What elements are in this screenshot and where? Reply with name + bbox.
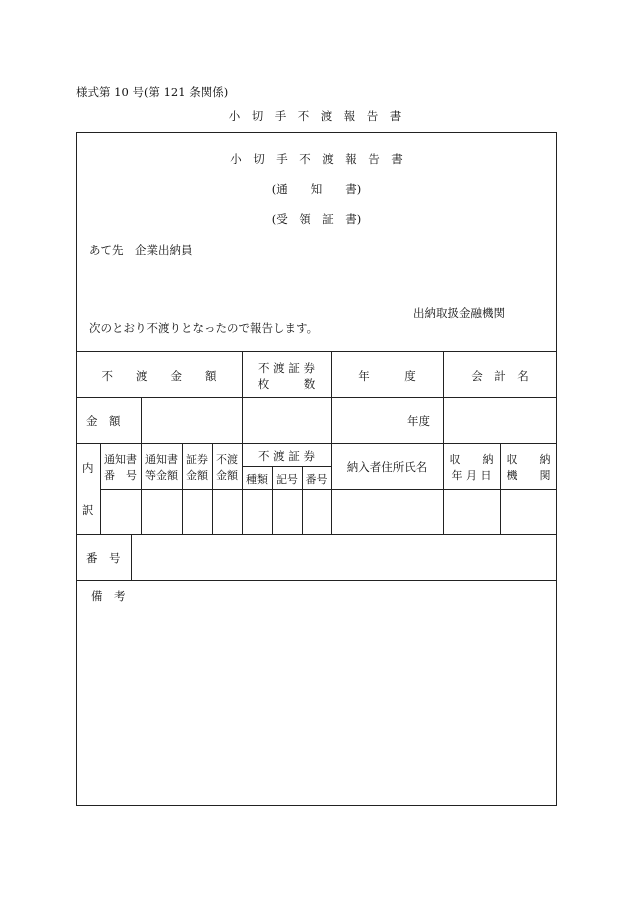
rule-after-detail-header — [100, 489, 557, 490]
rule-after-header — [76, 397, 557, 398]
uchi-label: 内 — [82, 461, 94, 475]
header-year: 年 度 — [358, 369, 416, 383]
box-title: 小 切 手 不 渡 報 告 書 — [230, 152, 403, 166]
wake-label: 訳 — [82, 503, 94, 517]
rule-dis-sec-split — [242, 466, 331, 467]
col-sec-amt-1: 証券 — [186, 453, 208, 466]
rule-after-number — [76, 580, 557, 581]
form-number: 様式第 10 号(第 121 条関係) — [76, 85, 229, 99]
report-statement: 次のとおり不渡りとなったので報告します。 — [89, 321, 319, 335]
col-notice-no-1: 通知書 — [104, 453, 137, 466]
header-account: 会 計 名 — [471, 369, 529, 383]
rule-after-amount — [76, 443, 557, 444]
col-mark: 記号 — [276, 473, 298, 486]
col-number: 番号 — [305, 473, 328, 486]
rule-after-detail — [76, 534, 557, 535]
page-title: 小 切 手 不 渡 報 告 書 — [228, 109, 402, 123]
table-top-rule — [76, 351, 557, 352]
year-suffix: 年度 — [407, 414, 430, 428]
institution-label: 出納取扱金融機関 — [413, 306, 505, 320]
col-dis-sec: 不 渡 証 券 — [258, 449, 315, 463]
col-payer: 納入者住所氏名 — [346, 460, 428, 474]
col-recv-org-1: 収 納 — [506, 453, 551, 466]
remarks-label: 備 考 — [91, 589, 126, 603]
v-year-account — [443, 351, 444, 443]
col-notice-amt-1: 通知書 — [145, 453, 178, 466]
col-notice-no-2: 番 号 — [104, 469, 137, 482]
addressee: あて先 企業出納員 — [89, 243, 193, 257]
v-dis-sec — [331, 443, 332, 534]
col-kind: 種類 — [246, 473, 268, 486]
col-notice-amt-2: 等金額 — [145, 469, 178, 482]
col-dis-amt-2: 金額 — [216, 469, 238, 482]
col-recv-date-2: 年 月 日 — [451, 469, 492, 482]
v-amount-label — [141, 397, 142, 443]
box-subtitle-notice: (通 知 書) — [271, 182, 362, 196]
v-count-year — [331, 351, 332, 443]
col-recv-date-1: 収 納 — [449, 453, 494, 466]
v-number-label — [131, 534, 132, 580]
header-count-1: 不 渡 証 券 — [258, 361, 315, 375]
col-recv-org-2: 機 関 — [506, 469, 551, 482]
header-amount: 不 渡 金 額 — [101, 369, 217, 383]
box-subtitle-receipt: (受 領 証 書) — [271, 212, 362, 226]
amount-label: 金 額 — [86, 414, 121, 428]
header-count-2: 枚 数 — [257, 377, 316, 391]
col-dis-amt-1: 不渡 — [216, 453, 238, 466]
col-sec-amt-2: 金額 — [186, 469, 208, 482]
number-label: 番 号 — [86, 551, 121, 565]
